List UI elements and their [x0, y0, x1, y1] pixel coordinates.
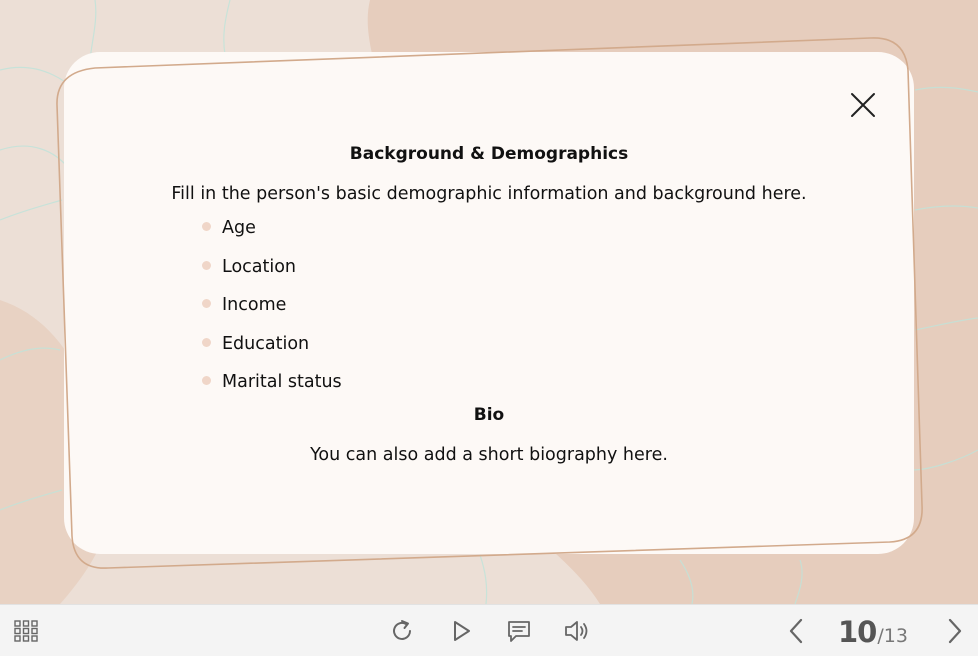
page-counter: [838, 615, 908, 647]
play-icon: [450, 619, 472, 643]
list-item: [200, 332, 342, 371]
replay-button[interactable]: [388, 617, 416, 645]
list-item: [200, 216, 342, 255]
bullet-icon: [202, 338, 211, 347]
grid-menu-icon: [14, 620, 38, 642]
player-toolbar: [0, 604, 978, 656]
list-item: [200, 370, 342, 409]
notes-button[interactable]: [505, 617, 533, 645]
modal-intro-text: Fill in the person's basic demographic information and background here.: [171, 184, 807, 204]
bullet-icon: [202, 261, 211, 270]
demographics-list: [200, 216, 342, 409]
bio-heading: Bio: [473, 405, 505, 425]
menu-button[interactable]: [12, 617, 40, 645]
chevron-right-icon: [945, 617, 965, 645]
play-button[interactable]: [447, 617, 475, 645]
page-separator: /: [877, 625, 884, 647]
volume-icon: [563, 618, 591, 644]
list-item-label: Marital status: [222, 372, 342, 393]
current-page: 10: [838, 615, 877, 649]
list-item-label: Age: [222, 218, 256, 238]
list-item-label: Income: [222, 295, 287, 316]
list-item: [200, 255, 342, 294]
list-item: [200, 293, 342, 332]
next-slide-button[interactable]: [941, 617, 969, 645]
total-pages: 13: [883, 625, 908, 647]
replay-icon: [389, 618, 415, 644]
bullet-icon: [202, 376, 211, 385]
list-item-label: Location: [222, 256, 297, 277]
previous-slide-button[interactable]: [782, 617, 810, 645]
modal-title: Background & Demographics: [349, 144, 629, 164]
bullet-icon: [202, 299, 211, 308]
chevron-left-icon: [786, 617, 806, 645]
volume-button[interactable]: [563, 617, 591, 645]
list-item-label: Education: [222, 333, 310, 354]
notes-icon: [506, 618, 532, 644]
bullet-icon: [202, 222, 211, 231]
bio-text: You can also add a short biography here.: [310, 445, 668, 465]
